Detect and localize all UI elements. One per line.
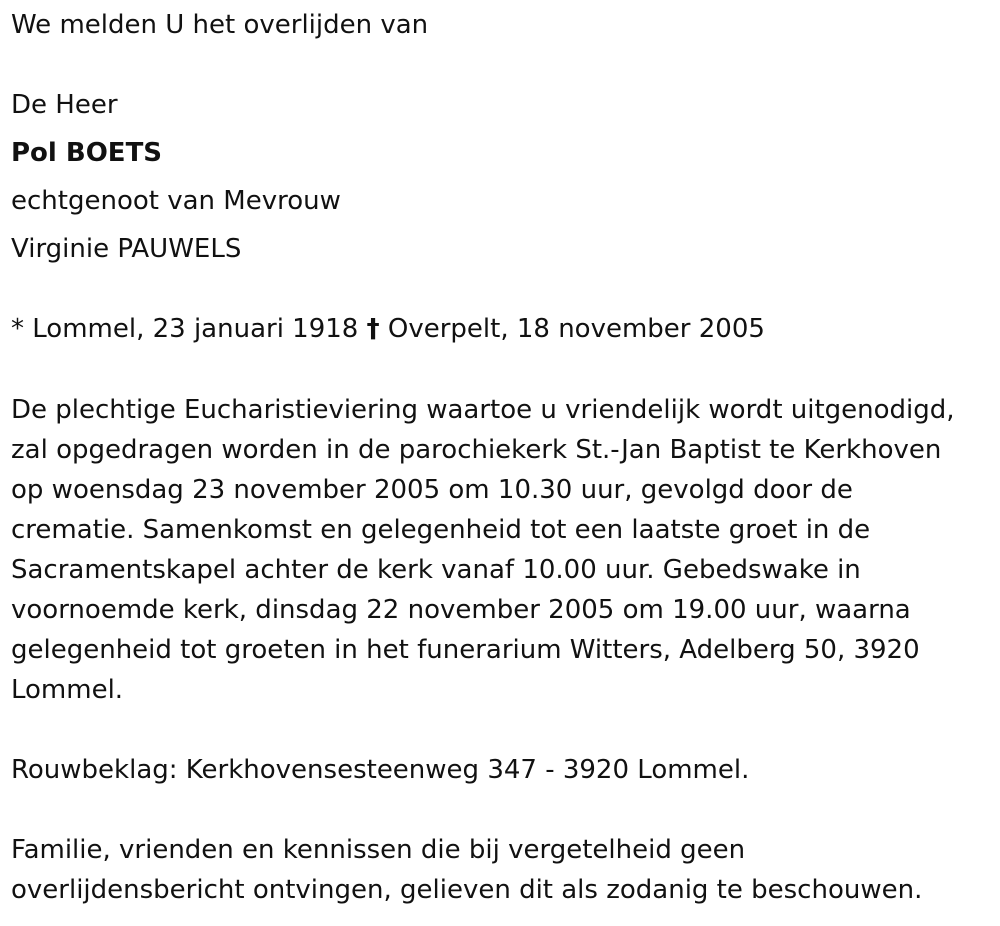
ceremony-line: Lommel.	[11, 675, 124, 705]
death-date: Overpelt, 18 november 2005	[387, 314, 765, 344]
ceremony-line: op woensdag 23 november 2005 om 10.30 uur, gevolgd door de	[11, 475, 853, 505]
spouse-name: Virginie PAUWELS	[11, 234, 242, 264]
ceremony-line: Sacramentskapel achter de kerk vanaf 10.00 uur. Gebedswake in	[11, 555, 861, 585]
ceremony-line: De plechtige Eucharistieviering waartoe u vriendelijk wordt uitgenodigd,	[11, 395, 955, 425]
honorific: De Heer	[11, 90, 118, 120]
birth-date: * Lommel, 23 januari 1918	[11, 314, 359, 344]
ceremony-line: zal opgedragen worden in de parochiekerk St.-Jan Baptist te Kerkhoven	[11, 435, 942, 465]
spouse-label: echtgenoot van Mevrouw	[11, 186, 341, 216]
condolence-address: Rouwbeklag: Kerkhovensesteenweg 347 - 3920 Lommel.	[11, 755, 750, 785]
ceremony-paragraph	[11, 390, 996, 710]
closing-line: Familie, vrienden en kennissen die bij vergetelheid geen	[11, 835, 746, 865]
closing-line: overlijdensbericht ontvingen, gelieven dit als zodanig te beschouwen.	[11, 875, 923, 905]
deceased-name: Pol BOETS	[11, 138, 163, 168]
ceremony-line: gelegenheid tot groeten in het funerarium Witters, Adelberg 50, 3920	[11, 635, 920, 665]
ceremony-line: crematie. Samenkomst en gelegenheid tot een laatste groet in de	[11, 515, 871, 545]
intro-text: We melden U het overlijden van	[11, 10, 429, 40]
closing-paragraph	[11, 830, 996, 910]
life-dates	[11, 309, 765, 349]
ceremony-line: voornoemde kerk, dinsdag 22 november 2005 om 19.00 uur, waarna	[11, 595, 911, 625]
cross-icon: †	[366, 314, 380, 344]
